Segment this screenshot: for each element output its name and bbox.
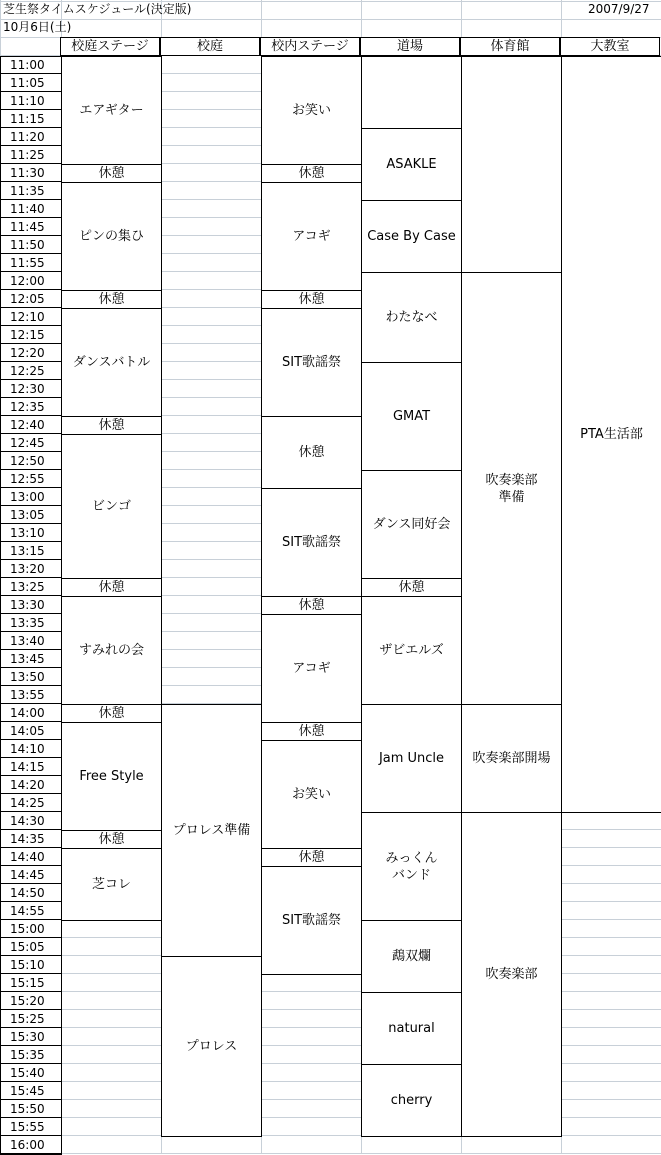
time-label: 15:50 (0, 1100, 62, 1118)
block-label: 休憩 (98, 706, 125, 721)
time-label: 15:05 (0, 938, 62, 956)
block-label: 吹奏楽部 (485, 967, 538, 982)
block-label: natural (388, 1021, 435, 1036)
schedule-block (261, 56, 362, 165)
time-label: 14:55 (0, 902, 62, 920)
schedule-block (61, 830, 162, 849)
schedule-block (61, 848, 162, 921)
time-label: 11:45 (0, 218, 62, 236)
time-label: 12:35 (0, 398, 62, 416)
block-label: ザビエルズ (379, 643, 444, 658)
column-header: 校庭 (160, 37, 260, 56)
block-label: Jam Uncle (378, 751, 445, 766)
schedule-block (361, 272, 462, 363)
schedule-block (261, 308, 362, 417)
time-label: 13:55 (0, 686, 62, 704)
block-label: 吹奏楽部開場 (472, 751, 551, 766)
schedule-block (461, 812, 562, 1137)
time-label: 13:40 (0, 632, 62, 650)
schedule-block (261, 740, 362, 849)
block-label: SIT歌謡祭 (281, 913, 342, 928)
block-label: 休憩 (398, 580, 425, 595)
time-label: 15:25 (0, 1010, 62, 1028)
schedule-block (61, 416, 162, 435)
block-label: ダンスバトル (72, 355, 151, 370)
schedule-block (261, 722, 362, 741)
block-label: わたなべ (385, 310, 438, 325)
time-label: 15:55 (0, 1118, 62, 1136)
time-label: 11:30 (0, 164, 62, 182)
grid-line (0, 19, 661, 20)
time-label: 11:05 (0, 74, 62, 92)
time-label: 12:00 (0, 272, 62, 290)
block-label: エアギター (79, 103, 144, 118)
schedule-block (261, 596, 362, 615)
time-label: 13:10 (0, 524, 62, 542)
time-label: 15:10 (0, 956, 62, 974)
block-label: ASAKLE (386, 157, 437, 172)
schedule-block (261, 488, 362, 597)
column-header: 校庭ステージ (60, 37, 160, 56)
time-label: 11:15 (0, 110, 62, 128)
block-label: 吹奏楽部 準備 (485, 472, 538, 505)
block-label: 休憩 (298, 724, 325, 739)
time-label: 14:15 (0, 758, 62, 776)
grid-line (0, 1153, 661, 1154)
time-label: 14:50 (0, 884, 62, 902)
time-label: 15:40 (0, 1064, 62, 1082)
block-label (362, 57, 461, 128)
schedule-block (261, 290, 362, 309)
block-label: cherry (390, 1093, 433, 1108)
schedule-block (361, 920, 462, 993)
time-label: 12:05 (0, 290, 62, 308)
schedule-block (361, 578, 462, 597)
event-day: 10月6日(土) (3, 20, 72, 34)
schedule-block (361, 362, 462, 471)
schedule-block (61, 704, 162, 723)
printed-date: 2007/9/27 (588, 2, 650, 16)
schedule-block (161, 956, 262, 1137)
time-label: 13:45 (0, 650, 62, 668)
time-label: 11:00 (0, 56, 62, 74)
schedule-block (361, 470, 462, 579)
column-header: 道場 (360, 37, 460, 56)
schedule-block (561, 56, 661, 813)
column-header: 体育館 (460, 37, 560, 56)
schedule-block (361, 704, 462, 813)
schedule-block (461, 272, 562, 705)
time-label: 14:00 (0, 704, 62, 722)
time-label: 11:35 (0, 182, 62, 200)
schedule-block (261, 182, 362, 291)
block-label: PTA生活部 (580, 427, 643, 442)
schedule-block (361, 812, 462, 921)
time-label: 14:30 (0, 812, 62, 830)
block-label (462, 57, 561, 272)
time-label: 12:30 (0, 380, 62, 398)
schedule-block (61, 434, 162, 579)
block-label: 芝コレ (91, 877, 131, 892)
schedule-block (361, 200, 462, 273)
block-label: 休憩 (298, 166, 325, 181)
time-label: 11:50 (0, 236, 62, 254)
time-label: 15:35 (0, 1046, 62, 1064)
schedule-block (61, 182, 162, 291)
block-label: お笑い (291, 103, 331, 118)
block-label: プロレス (185, 1039, 238, 1054)
time-label: 12:10 (0, 308, 62, 326)
column-header: 校内ステージ (260, 37, 360, 56)
block-label: 休憩 (98, 166, 125, 181)
time-label: 13:35 (0, 614, 62, 632)
time-label: 14:25 (0, 794, 62, 812)
block-label: ビンゴ (91, 499, 131, 514)
time-label: 13:30 (0, 596, 62, 614)
time-label: 13:25 (0, 578, 62, 596)
schedule-block (61, 56, 162, 165)
time-label: 15:45 (0, 1082, 62, 1100)
schedule-block (61, 722, 162, 831)
schedule-block (361, 992, 462, 1065)
block-label: みっくん バンド (385, 850, 438, 883)
time-label: 12:55 (0, 470, 62, 488)
block-label: 休憩 (98, 418, 125, 433)
schedule-block (61, 596, 162, 705)
time-label: 12:15 (0, 326, 62, 344)
schedule-block (61, 164, 162, 183)
time-label: 12:20 (0, 344, 62, 362)
block-label: GMAT (392, 409, 431, 424)
time-label: 14:10 (0, 740, 62, 758)
block-label: ピンの集ひ (78, 229, 144, 244)
block-label: すみれの会 (78, 643, 144, 658)
block-label: SIT歌謡祭 (281, 535, 342, 550)
time-label: 15:15 (0, 974, 62, 992)
time-label: 13:05 (0, 506, 62, 524)
block-label: アコギ (292, 229, 331, 244)
time-label: 14:45 (0, 866, 62, 884)
column-header: 大教室 (560, 37, 660, 56)
schedule-block (461, 704, 562, 813)
schedule-block (61, 308, 162, 417)
schedule-block (261, 866, 362, 975)
block-label: 休憩 (98, 292, 125, 307)
time-label: 14:40 (0, 848, 62, 866)
time-label: 11:10 (0, 92, 62, 110)
empty-block (461, 56, 562, 273)
block-label: 鵡双爛 (391, 949, 431, 964)
schedule-block (361, 128, 462, 201)
time-label: 14:35 (0, 830, 62, 848)
empty-block (361, 56, 462, 129)
time-label: 11:40 (0, 200, 62, 218)
time-label: 13:50 (0, 668, 62, 686)
block-label: プロレス準備 (172, 823, 251, 838)
block-label: 休憩 (298, 445, 325, 460)
time-label: 13:00 (0, 488, 62, 506)
block-label: ダンス同好会 (372, 517, 451, 532)
schedule-block (61, 578, 162, 597)
schedule-block (261, 416, 362, 489)
schedule-block (261, 848, 362, 867)
schedule-block (261, 614, 362, 723)
time-label: 15:30 (0, 1028, 62, 1046)
time-label: 14:20 (0, 776, 62, 794)
schedule-block (261, 164, 362, 183)
block-label: 休憩 (298, 850, 325, 865)
block-label: 休憩 (298, 598, 325, 613)
block-label: アコギ (292, 661, 331, 676)
time-label: 15:20 (0, 992, 62, 1010)
block-label: SIT歌謡祭 (281, 355, 342, 370)
block-label: 休憩 (98, 580, 125, 595)
time-label: 12:25 (0, 362, 62, 380)
block-label: 休憩 (98, 832, 125, 847)
block-label: Free Style (79, 769, 144, 784)
block-label: Case By Case (367, 229, 456, 244)
block-label: お笑い (291, 787, 331, 802)
time-label: 13:20 (0, 560, 62, 578)
time-label: 12:40 (0, 416, 62, 434)
time-label: 13:15 (0, 542, 62, 560)
schedule-block (361, 596, 462, 705)
time-label: 14:05 (0, 722, 62, 740)
time-label: 11:20 (0, 128, 62, 146)
time-label: 11:55 (0, 254, 62, 272)
block-label: 休憩 (298, 292, 325, 307)
time-label: 15:00 (0, 920, 62, 938)
time-label: 12:50 (0, 452, 62, 470)
schedule-block (61, 290, 162, 309)
schedule-block (361, 1064, 462, 1137)
time-label: 12:45 (0, 434, 62, 452)
sheet-title: 芝生祭タイムスケジュール(決定版) (3, 2, 192, 16)
schedule-block (161, 704, 262, 957)
time-label: 11:25 (0, 146, 62, 164)
time-label: 16:00 (0, 1136, 62, 1154)
